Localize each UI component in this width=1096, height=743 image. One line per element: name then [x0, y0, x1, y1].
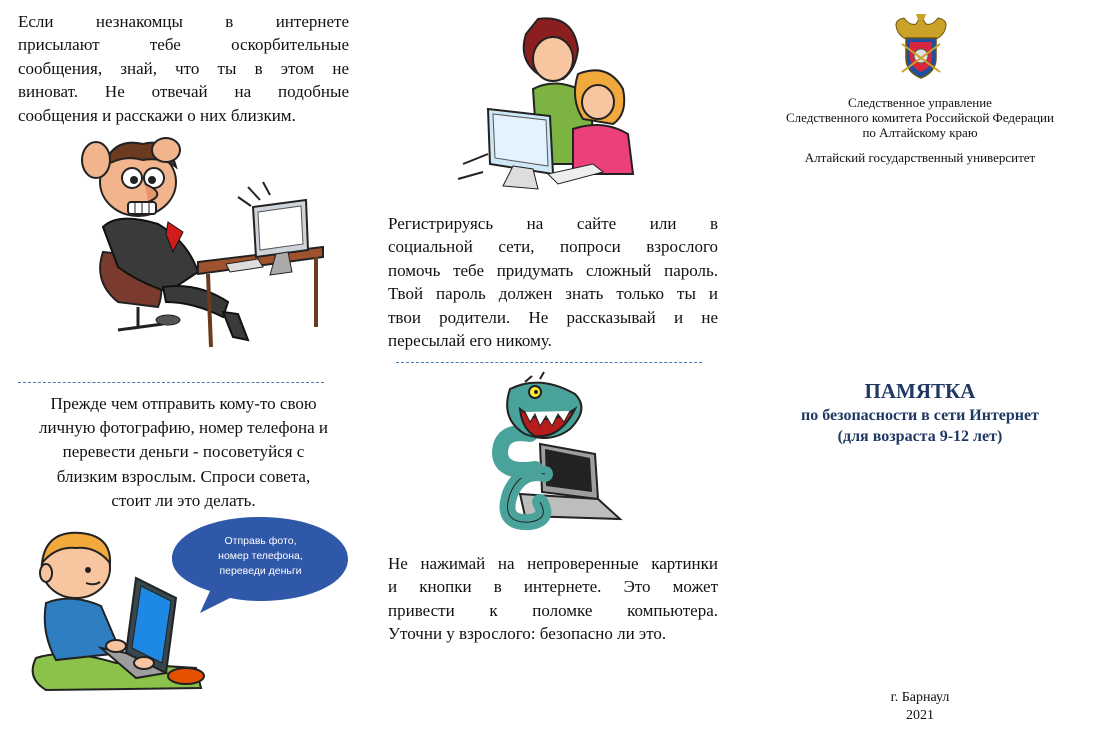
col1-paragraph-2 [18, 392, 349, 513]
text-line: присылают тебе оскорбительные [18, 35, 349, 55]
bubble-line: номер телефона, [218, 550, 303, 562]
column-3 [750, 0, 1090, 743]
text-line: твои родители. Не рассказывай и не [388, 307, 718, 327]
organization-name [750, 95, 1090, 140]
text-line: Твой пароль должен знать только ты и [388, 284, 718, 304]
text-line: сообщения, знай, что ты в этом не [18, 58, 349, 78]
leaflet-title: ПАМЯТКА [864, 379, 976, 403]
text-line: Если незнакомцы в интернете [18, 12, 349, 31]
text-line: стоит ли это делать. [111, 490, 256, 510]
column-2 [388, 0, 720, 743]
parent-child-computer-illustration [458, 14, 658, 199]
subtitle-line: (для возраста 9-12 лет) [837, 428, 1003, 445]
text-line: социальной сети, попроси взрослого [388, 237, 718, 257]
text-line: и кнопки в интернете. Это может [388, 577, 718, 597]
col1-paragraph-1 [18, 10, 349, 127]
text-line: Уточни у взрослого: безопасно ли это. [388, 624, 667, 644]
col2-paragraph-1 [388, 212, 718, 352]
text-line: сообщения и расскажи о них близким. [18, 105, 296, 125]
text-line: близким взрослым. Спроси совета, [56, 466, 311, 486]
divider-line [18, 382, 324, 383]
text-line: помочь тебе придумать сложный пароль. [388, 260, 718, 280]
text-line: личную фотографию, номер телефона и [38, 418, 329, 438]
frustrated-man-illustration [48, 132, 318, 352]
city: г. Барнаул [890, 690, 950, 705]
text-line: пересылай его никому. [388, 331, 552, 351]
text-line: виноват. Не отвечай на подобные [18, 82, 349, 102]
subtitle-line: по безопасности в сети Интернет [801, 407, 1039, 424]
divider-line [396, 362, 702, 363]
bubble-line: Отправь фото, [224, 535, 297, 547]
text-line: перевести деньги - посоветуйся с [62, 442, 305, 462]
org-line: Следственное управление [848, 95, 992, 110]
text-line: Не нажимай на непроверенные картинки [388, 554, 718, 573]
university-name: Алтайский государственный университет [804, 150, 1036, 165]
year: 2021 [906, 708, 934, 723]
org-line: по Алтайскому краю [862, 125, 978, 140]
col2-paragraph-2 [388, 552, 718, 646]
leaflet-subtitle [750, 405, 1090, 447]
emblem-icon [890, 12, 952, 82]
column-1 [18, 0, 350, 743]
virus-snake-laptop-illustration [480, 374, 630, 534]
org-line: Следственного комитета Российской Федерации [786, 110, 1054, 125]
bubble-line: переведи деньги [219, 565, 302, 577]
text-line: привести к поломке компьютера. [388, 600, 718, 620]
speech-bubble-text [188, 534, 333, 579]
text-line: Регистрируясь на сайте или в [388, 214, 718, 233]
text-line: Прежде чем отправить кому-то свою [50, 394, 317, 413]
